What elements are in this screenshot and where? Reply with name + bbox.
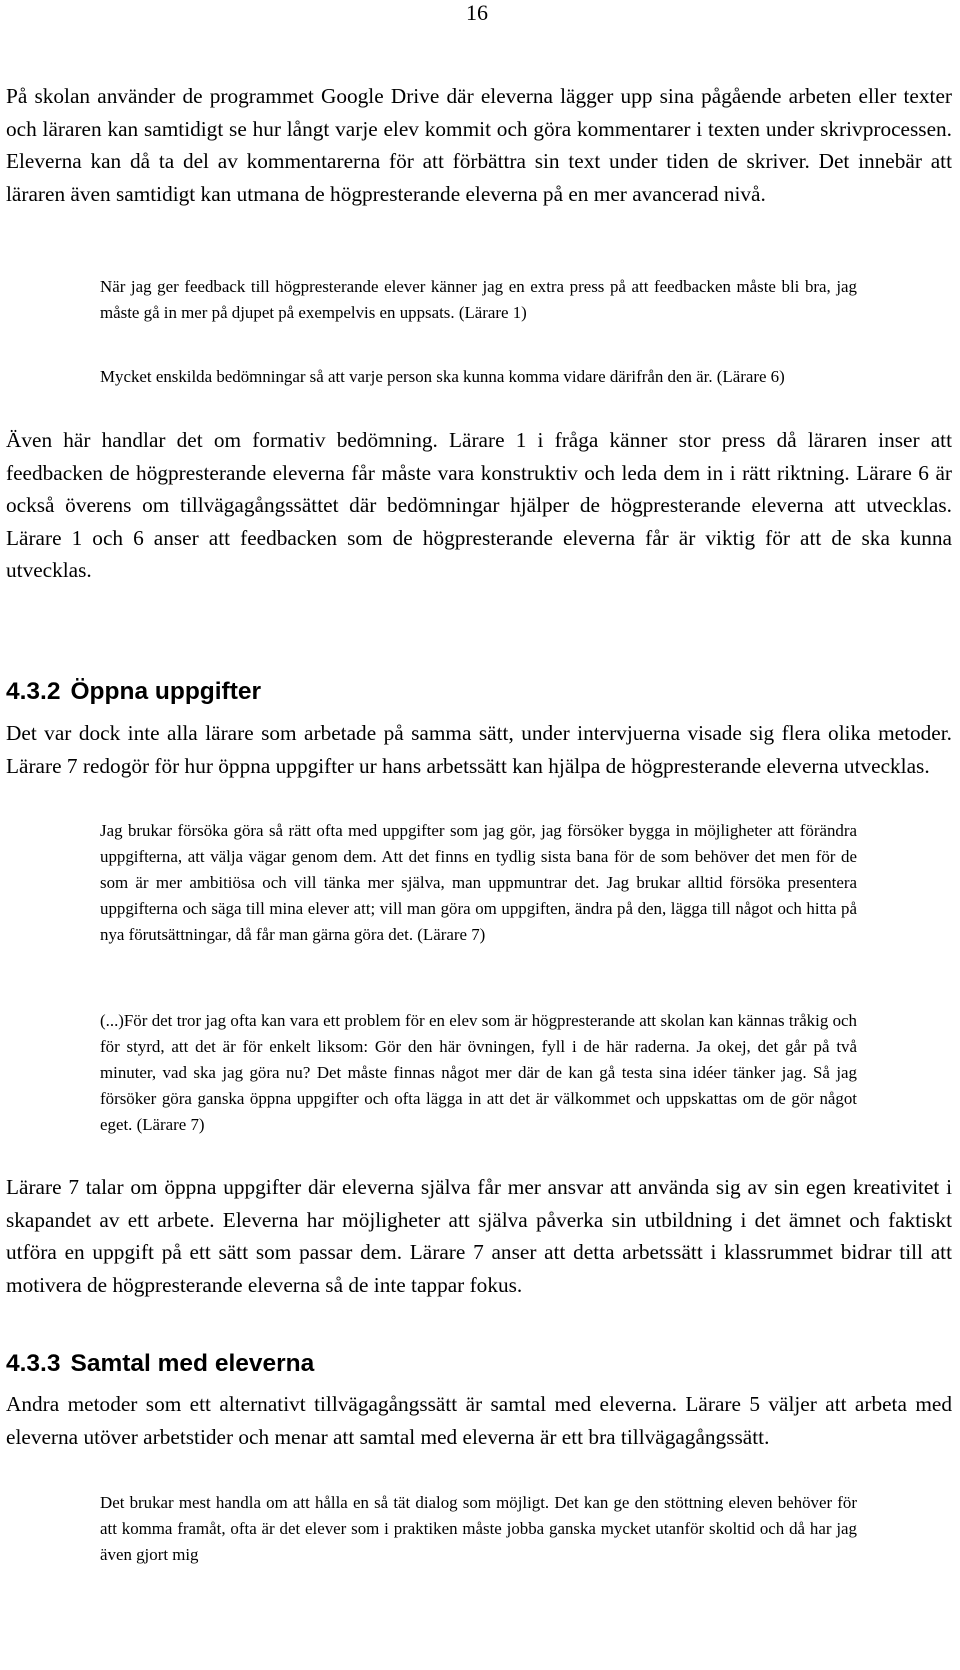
quote-larare-7-second: (...)För det tror jag ofta kan vara ett problem för en elev som är högpresterande att skolan kan kännas tråkig och för styrd, att det är för enkelt liksom: Gör den här övningen, fyll i de här raderna. Ja okej, det går på två minuter, vad ska jag göra nu? Det måste finnas något mer där de kan gå testa sina idéer tänker jag. Så jag försöker göra ganska öppna uppgifter och ofta lägga in att det är välkommet och uppskattas om de gör något eget. (Lärare 7) xyxy=(100,1011,857,1134)
section-heading-samtal xyxy=(6,1349,314,1379)
section-title: Samtal med eleverna xyxy=(70,1350,315,1377)
quote-larare-6: Mycket enskilda bedömningar så att varje person ska kunna komma vidare därifrån den är. (Lärare 6) xyxy=(100,367,785,386)
page-number: 16 xyxy=(466,0,488,25)
paragraph-metoder: Det var dock inte alla lärare som arbetade på samma sätt, under intervjuerna visade sig flera olika metoder. Lärare 7 redogör för hur öppna uppgifter ur hans arbetssätt kan hjälpa de högpresterande eleverna utvecklas. xyxy=(6,721,952,778)
quote-larare-5: Det brukar mest handla om att hålla en så tät dialog som möjligt. Det kan ge den stöttning eleven behöver för att komma framåt, ofta är det elever som i praktiken måste jobba ganska mycket utanför skoltid och då har jag även gjort mig xyxy=(100,1493,857,1564)
section-title: Öppna uppgifter xyxy=(70,678,262,705)
section-number: 4.3.3 xyxy=(6,1350,61,1377)
section-number: 4.3.2 xyxy=(6,678,61,705)
paragraph-google-drive: På skolan använder de programmet Google Drive där eleverna lägger upp sina pågående arbeten eller texter och läraren kan samtidigt se hur långt varje elev kommit och göra kommentarer i texten under skrivprocessen. Eleverna kan då ta del av kommentarerna för att förbättra sin text under tiden de skriver. Det innebär att läraren även samtidigt kan utmana de högpresterande eleverna på en mer avancerad nivå. xyxy=(6,84,952,206)
quote-larare-7-first: Jag brukar försöka göra så rätt ofta med uppgifter som jag gör, jag försöker bygga in möjligheter att förändra uppgifterna, att välja vägar genom dem. Att det finns en tydlig sista bana för de som behöver det men för de som är mer ambitiösa och vill tänka mer själva, man uppmuntrar det. Jag brukar alltid försöka presentera uppgifterna och säga till mina elever att; vill man göra om uppgiften, ändra på den, lägga till något och hitta på nya förutsättningar, då får man gärna göra det. (Lärare 7) xyxy=(100,821,857,944)
paragraph-oppna-uppgifter: Lärare 7 talar om öppna uppgifter där eleverna själva får mer ansvar att använda sig av sin egen kreativitet i skapandet av ett arbete. Eleverna har möjligheter att själva påverka sin utbildning i det ämnet och faktiskt utföra en uppgift på ett sätt som passar dem. Lärare 7 anser att detta arbetssätt i klassrummet bidrar till att motivera de högpresterande eleverna så de inte tappar fokus. xyxy=(6,1175,952,1297)
paragraph-formativ-bedomning: Även här handlar det om formativ bedömning. Lärare 1 i fråga känner stor press då läraren inser att feedbacken de högpresterande eleverna får måste vara konstruktiv och leda dem in i rätt riktning. Lärare 6 är också överens om tillvägagångssättet där bedömningar hjälper de högpresterande eleverna att utvecklas. Lärare 1 och 6 anser att feedbacken som de högpresterande eleverna får är viktig för att de ska kunna utvecklas. xyxy=(6,428,952,583)
paragraph-samtal: Andra metoder som ett alternativt tillvägagångssätt är samtal med eleverna. Lärare 5 väljer att arbeta med eleverna utöver arbetstider och menar att samtal med eleverna är ett bra tillvägagångssätt. xyxy=(6,1392,952,1449)
quote-larare-1: När jag ger feedback till högpresterande elever känner jag en extra press på att feedbacken måste bli bra, jag måste gå in mer på djupet på exempelvis en uppsats. (Lärare 1) xyxy=(100,277,857,322)
section-heading-oppna-uppgifter xyxy=(6,677,261,707)
